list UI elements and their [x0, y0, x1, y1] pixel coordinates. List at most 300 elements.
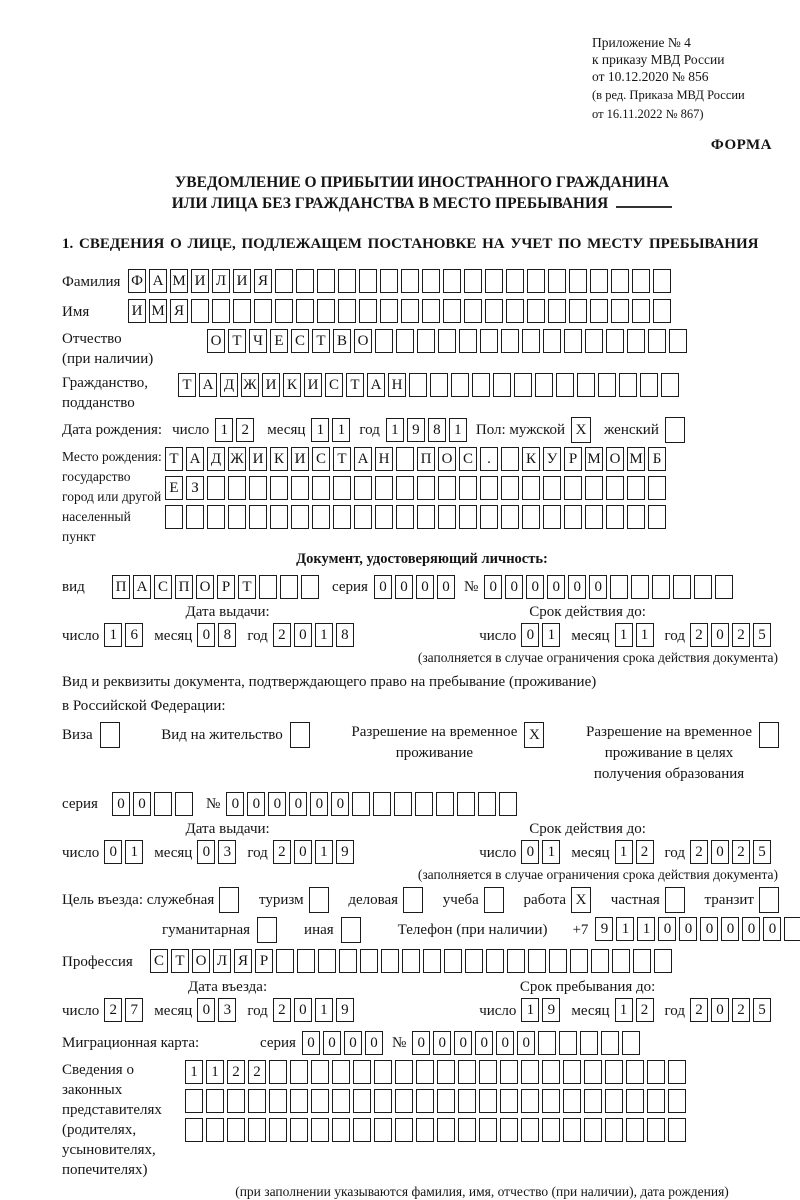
char-box[interactable]: [759, 722, 779, 748]
char-box[interactable]: [359, 299, 377, 323]
char-box[interactable]: Ж: [228, 447, 246, 471]
char-box[interactable]: [501, 505, 519, 529]
char-box[interactable]: [542, 1118, 560, 1142]
char-box[interactable]: 0: [416, 575, 434, 599]
char-box[interactable]: 0: [104, 840, 122, 864]
char-box[interactable]: М: [149, 299, 167, 323]
char-box[interactable]: [632, 269, 650, 293]
char-box[interactable]: [480, 329, 498, 353]
char-box[interactable]: [249, 505, 267, 529]
char-box[interactable]: [648, 476, 666, 500]
char-box[interactable]: [601, 1031, 619, 1055]
char-box[interactable]: [249, 476, 267, 500]
char-box[interactable]: [605, 1060, 623, 1084]
char-box[interactable]: [585, 329, 603, 353]
char-box[interactable]: [458, 1089, 476, 1113]
char-box[interactable]: 0: [763, 917, 781, 941]
char-box[interactable]: [465, 949, 483, 973]
char-box[interactable]: [665, 417, 685, 443]
char-box[interactable]: М: [627, 447, 645, 471]
char-box[interactable]: 1: [542, 840, 560, 864]
char-box[interactable]: С: [154, 575, 172, 599]
char-box[interactable]: 0: [133, 792, 151, 816]
char-box[interactable]: [227, 1118, 245, 1142]
char-box[interactable]: Т: [178, 373, 196, 397]
char-box[interactable]: Т: [238, 575, 256, 599]
char-box[interactable]: 0: [721, 917, 739, 941]
char-box[interactable]: С: [312, 447, 330, 471]
char-box[interactable]: 0: [521, 623, 539, 647]
char-box[interactable]: [312, 505, 330, 529]
char-box[interactable]: Я: [170, 299, 188, 323]
char-box[interactable]: В: [333, 329, 351, 353]
char-box[interactable]: [479, 1060, 497, 1084]
char-box[interactable]: [784, 917, 800, 941]
char-box[interactable]: И: [233, 269, 251, 293]
char-box[interactable]: [380, 299, 398, 323]
char-box[interactable]: [605, 1089, 623, 1113]
char-box[interactable]: [185, 1089, 203, 1113]
char-box[interactable]: А: [149, 269, 167, 293]
char-box[interactable]: [291, 476, 309, 500]
char-box[interactable]: [206, 1089, 224, 1113]
char-box[interactable]: [381, 949, 399, 973]
char-box[interactable]: Т: [228, 329, 246, 353]
char-box[interactable]: Т: [333, 447, 351, 471]
char-box[interactable]: [619, 373, 637, 397]
char-box[interactable]: [459, 329, 477, 353]
char-box[interactable]: [270, 476, 288, 500]
char-box[interactable]: [374, 1089, 392, 1113]
char-box[interactable]: 2: [273, 998, 291, 1022]
char-box[interactable]: [479, 1089, 497, 1113]
char-box[interactable]: [402, 949, 420, 973]
char-box[interactable]: [415, 792, 433, 816]
char-box[interactable]: [626, 1118, 644, 1142]
char-box[interactable]: [290, 1060, 308, 1084]
char-box[interactable]: [301, 575, 319, 599]
char-box[interactable]: П: [112, 575, 130, 599]
char-box[interactable]: [668, 1118, 686, 1142]
char-box[interactable]: 9: [336, 840, 354, 864]
char-box[interactable]: Ж: [241, 373, 259, 397]
char-box[interactable]: 0: [395, 575, 413, 599]
char-box[interactable]: 2: [273, 840, 291, 864]
char-box[interactable]: [311, 1060, 329, 1084]
char-box[interactable]: 0: [711, 623, 729, 647]
char-box[interactable]: [522, 476, 540, 500]
char-box[interactable]: [648, 505, 666, 529]
char-box[interactable]: С: [150, 949, 168, 973]
char-box[interactable]: 0: [302, 1031, 320, 1055]
char-box[interactable]: 9: [595, 917, 613, 941]
char-box[interactable]: [569, 269, 587, 293]
char-box[interactable]: [375, 329, 393, 353]
char-box[interactable]: 0: [521, 840, 539, 864]
char-box[interactable]: 1: [615, 840, 633, 864]
char-box[interactable]: [570, 949, 588, 973]
char-box[interactable]: X: [571, 417, 591, 443]
char-box[interactable]: [233, 299, 251, 323]
char-box[interactable]: 0: [589, 575, 607, 599]
char-box[interactable]: [341, 917, 361, 943]
char-box[interactable]: 1: [449, 418, 467, 442]
char-box[interactable]: 1: [125, 840, 143, 864]
char-box[interactable]: 0: [547, 575, 565, 599]
char-box[interactable]: [598, 373, 616, 397]
char-box[interactable]: [653, 299, 671, 323]
char-box[interactable]: 0: [711, 840, 729, 864]
char-box[interactable]: 2: [732, 840, 750, 864]
char-box[interactable]: [564, 329, 582, 353]
char-box[interactable]: О: [207, 329, 225, 353]
char-box[interactable]: Т: [171, 949, 189, 973]
char-box[interactable]: [647, 1060, 665, 1084]
char-box[interactable]: 0: [433, 1031, 451, 1055]
char-box[interactable]: [269, 1060, 287, 1084]
char-box[interactable]: [501, 447, 519, 471]
char-box[interactable]: 0: [289, 792, 307, 816]
char-box[interactable]: [317, 269, 335, 293]
char-box[interactable]: [585, 505, 603, 529]
char-box[interactable]: X: [571, 887, 591, 913]
char-box[interactable]: Е: [165, 476, 183, 500]
char-box[interactable]: [464, 299, 482, 323]
char-box[interactable]: Т: [312, 329, 330, 353]
char-box[interactable]: [759, 887, 779, 913]
char-box[interactable]: [715, 575, 733, 599]
char-box[interactable]: [248, 1118, 266, 1142]
char-box[interactable]: [627, 505, 645, 529]
char-box[interactable]: [564, 505, 582, 529]
char-box[interactable]: [661, 373, 679, 397]
char-box[interactable]: [212, 299, 230, 323]
char-box[interactable]: Т: [165, 447, 183, 471]
char-box[interactable]: И: [262, 373, 280, 397]
char-box[interactable]: [185, 1118, 203, 1142]
char-box[interactable]: [464, 269, 482, 293]
char-box[interactable]: [652, 575, 670, 599]
char-box[interactable]: 1: [206, 1060, 224, 1084]
char-box[interactable]: 1: [386, 418, 404, 442]
char-box[interactable]: [311, 1118, 329, 1142]
char-box[interactable]: И: [291, 447, 309, 471]
char-box[interactable]: [459, 505, 477, 529]
char-box[interactable]: 0: [112, 792, 130, 816]
char-box[interactable]: [394, 792, 412, 816]
char-box[interactable]: [542, 1089, 560, 1113]
char-box[interactable]: 1: [311, 418, 329, 442]
char-box[interactable]: [458, 1118, 476, 1142]
char-box[interactable]: П: [417, 447, 435, 471]
char-box[interactable]: [584, 1060, 602, 1084]
char-box[interactable]: [521, 1118, 539, 1142]
char-box[interactable]: 5: [753, 840, 771, 864]
char-box[interactable]: 2: [104, 998, 122, 1022]
char-box[interactable]: [478, 792, 496, 816]
char-box[interactable]: 0: [484, 575, 502, 599]
char-box[interactable]: [374, 1118, 392, 1142]
char-box[interactable]: [353, 1118, 371, 1142]
char-box[interactable]: [647, 1089, 665, 1113]
char-box[interactable]: А: [367, 373, 385, 397]
char-box[interactable]: [259, 575, 277, 599]
char-box[interactable]: [451, 373, 469, 397]
char-box[interactable]: [499, 792, 517, 816]
char-box[interactable]: [480, 505, 498, 529]
char-box[interactable]: [577, 373, 595, 397]
char-box[interactable]: [206, 1118, 224, 1142]
char-box[interactable]: [548, 299, 566, 323]
char-box[interactable]: [500, 1118, 518, 1142]
char-box[interactable]: А: [354, 447, 372, 471]
char-box[interactable]: [254, 299, 272, 323]
char-box[interactable]: О: [354, 329, 372, 353]
char-box[interactable]: [486, 949, 504, 973]
char-box[interactable]: [430, 373, 448, 397]
char-box[interactable]: [333, 476, 351, 500]
char-box[interactable]: [396, 505, 414, 529]
char-box[interactable]: [437, 1089, 455, 1113]
char-box[interactable]: [527, 269, 545, 293]
char-box[interactable]: [354, 476, 372, 500]
char-box[interactable]: 1: [315, 840, 333, 864]
char-box[interactable]: [276, 949, 294, 973]
char-box[interactable]: 5: [753, 623, 771, 647]
char-box[interactable]: Р: [564, 447, 582, 471]
char-box[interactable]: [354, 505, 372, 529]
char-box[interactable]: 0: [568, 575, 586, 599]
char-box[interactable]: Т: [346, 373, 364, 397]
char-box[interactable]: О: [606, 447, 624, 471]
char-box[interactable]: М: [170, 269, 188, 293]
char-box[interactable]: [228, 505, 246, 529]
char-box[interactable]: У: [543, 447, 561, 471]
char-box[interactable]: [611, 299, 629, 323]
char-box[interactable]: [375, 505, 393, 529]
char-box[interactable]: К: [283, 373, 301, 397]
char-box[interactable]: [633, 949, 651, 973]
char-box[interactable]: К: [522, 447, 540, 471]
char-box[interactable]: [416, 1118, 434, 1142]
char-box[interactable]: [543, 505, 561, 529]
char-box[interactable]: 1: [315, 623, 333, 647]
char-box[interactable]: [360, 949, 378, 973]
char-box[interactable]: 2: [636, 840, 654, 864]
char-box[interactable]: 7: [125, 998, 143, 1022]
char-box[interactable]: [374, 1060, 392, 1084]
char-box[interactable]: 0: [658, 917, 676, 941]
char-box[interactable]: [556, 373, 574, 397]
char-box[interactable]: 0: [344, 1031, 362, 1055]
char-box[interactable]: [422, 269, 440, 293]
char-box[interactable]: 0: [700, 917, 718, 941]
char-box[interactable]: [291, 505, 309, 529]
char-box[interactable]: [632, 299, 650, 323]
char-box[interactable]: [485, 269, 503, 293]
char-box[interactable]: [401, 299, 419, 323]
char-box[interactable]: [219, 887, 239, 913]
char-box[interactable]: 1: [332, 418, 350, 442]
char-box[interactable]: [528, 949, 546, 973]
char-box[interactable]: [640, 373, 658, 397]
char-box[interactable]: [375, 476, 393, 500]
char-box[interactable]: 0: [742, 917, 760, 941]
char-box[interactable]: 8: [336, 623, 354, 647]
char-box[interactable]: [275, 299, 293, 323]
char-box[interactable]: А: [133, 575, 151, 599]
char-box[interactable]: [417, 329, 435, 353]
char-box[interactable]: 2: [227, 1060, 245, 1084]
char-box[interactable]: [522, 505, 540, 529]
char-box[interactable]: И: [249, 447, 267, 471]
char-box[interactable]: 2: [690, 998, 708, 1022]
char-box[interactable]: [416, 1089, 434, 1113]
char-box[interactable]: [443, 269, 461, 293]
char-box[interactable]: [380, 269, 398, 293]
char-box[interactable]: [591, 949, 609, 973]
char-box[interactable]: [165, 505, 183, 529]
char-box[interactable]: [338, 269, 356, 293]
char-box[interactable]: О: [438, 447, 456, 471]
char-box[interactable]: 2: [236, 418, 254, 442]
char-box[interactable]: [458, 1060, 476, 1084]
char-box[interactable]: [443, 299, 461, 323]
char-box[interactable]: [472, 373, 490, 397]
char-box[interactable]: 2: [636, 998, 654, 1022]
char-box[interactable]: [423, 949, 441, 973]
char-box[interactable]: Е: [270, 329, 288, 353]
char-box[interactable]: И: [128, 299, 146, 323]
char-box[interactable]: К: [270, 447, 288, 471]
char-box[interactable]: [606, 476, 624, 500]
char-box[interactable]: [627, 329, 645, 353]
char-box[interactable]: 0: [197, 623, 215, 647]
char-box[interactable]: [543, 329, 561, 353]
char-box[interactable]: 1: [616, 917, 634, 941]
char-box[interactable]: 0: [323, 1031, 341, 1055]
char-box[interactable]: [549, 949, 567, 973]
char-box[interactable]: [248, 1089, 266, 1113]
char-box[interactable]: [338, 299, 356, 323]
char-box[interactable]: [401, 269, 419, 293]
char-box[interactable]: [668, 1089, 686, 1113]
char-box[interactable]: [542, 1060, 560, 1084]
char-box[interactable]: .: [480, 447, 498, 471]
char-box[interactable]: 0: [711, 998, 729, 1022]
char-box[interactable]: [312, 476, 330, 500]
char-box[interactable]: [359, 269, 377, 293]
char-box[interactable]: [438, 329, 456, 353]
char-box[interactable]: [437, 1118, 455, 1142]
char-box[interactable]: [501, 476, 519, 500]
char-box[interactable]: 0: [197, 840, 215, 864]
char-box[interactable]: [457, 792, 475, 816]
char-box[interactable]: [514, 373, 532, 397]
char-box[interactable]: [270, 505, 288, 529]
char-box[interactable]: [290, 1118, 308, 1142]
char-box[interactable]: 0: [475, 1031, 493, 1055]
char-box[interactable]: [297, 949, 315, 973]
char-box[interactable]: [396, 476, 414, 500]
char-box[interactable]: [563, 1089, 581, 1113]
char-box[interactable]: Р: [255, 949, 273, 973]
char-box[interactable]: [438, 476, 456, 500]
char-box[interactable]: [257, 917, 277, 943]
char-box[interactable]: [422, 299, 440, 323]
char-box[interactable]: [521, 1060, 539, 1084]
char-box[interactable]: 1: [215, 418, 233, 442]
char-box[interactable]: [207, 476, 225, 500]
char-box[interactable]: [627, 476, 645, 500]
char-box[interactable]: [485, 299, 503, 323]
char-box[interactable]: 9: [336, 998, 354, 1022]
char-box[interactable]: [563, 1118, 581, 1142]
char-box[interactable]: Л: [213, 949, 231, 973]
char-box[interactable]: 8: [218, 623, 236, 647]
char-box[interactable]: Ф: [128, 269, 146, 293]
char-box[interactable]: [479, 1118, 497, 1142]
char-box[interactable]: [395, 1118, 413, 1142]
char-box[interactable]: [610, 575, 628, 599]
char-box[interactable]: [584, 1118, 602, 1142]
char-box[interactable]: [622, 1031, 640, 1055]
char-box[interactable]: [500, 1060, 518, 1084]
char-box[interactable]: Я: [234, 949, 252, 973]
char-box[interactable]: [527, 299, 545, 323]
char-box[interactable]: [396, 447, 414, 471]
char-box[interactable]: 2: [732, 998, 750, 1022]
char-box[interactable]: [626, 1089, 644, 1113]
char-box[interactable]: [500, 1089, 518, 1113]
char-box[interactable]: [668, 1060, 686, 1084]
char-box[interactable]: [665, 887, 685, 913]
char-box[interactable]: 0: [374, 575, 392, 599]
char-box[interactable]: 3: [218, 998, 236, 1022]
char-box[interactable]: [569, 299, 587, 323]
char-box[interactable]: 0: [294, 840, 312, 864]
char-box[interactable]: 0: [226, 792, 244, 816]
char-box[interactable]: [648, 329, 666, 353]
char-box[interactable]: [417, 505, 435, 529]
char-box[interactable]: 0: [454, 1031, 472, 1055]
char-box[interactable]: [507, 949, 525, 973]
char-box[interactable]: 1: [637, 917, 655, 941]
char-box[interactable]: [673, 575, 691, 599]
char-box[interactable]: 0: [496, 1031, 514, 1055]
char-box[interactable]: [339, 949, 357, 973]
char-box[interactable]: 2: [732, 623, 750, 647]
char-box[interactable]: 0: [310, 792, 328, 816]
char-box[interactable]: 0: [437, 575, 455, 599]
char-box[interactable]: А: [186, 447, 204, 471]
char-box[interactable]: О: [192, 949, 210, 973]
char-box[interactable]: 0: [268, 792, 286, 816]
char-box[interactable]: Б: [648, 447, 666, 471]
char-box[interactable]: [501, 329, 519, 353]
char-box[interactable]: [521, 1089, 539, 1113]
char-box[interactable]: [480, 476, 498, 500]
char-box[interactable]: [353, 1089, 371, 1113]
char-box[interactable]: Я: [254, 269, 272, 293]
char-box[interactable]: 0: [679, 917, 697, 941]
char-box[interactable]: И: [191, 269, 209, 293]
char-box[interactable]: [548, 269, 566, 293]
char-box[interactable]: 3: [218, 840, 236, 864]
char-box[interactable]: 1: [185, 1060, 203, 1084]
char-box[interactable]: 0: [517, 1031, 535, 1055]
char-box[interactable]: [269, 1118, 287, 1142]
